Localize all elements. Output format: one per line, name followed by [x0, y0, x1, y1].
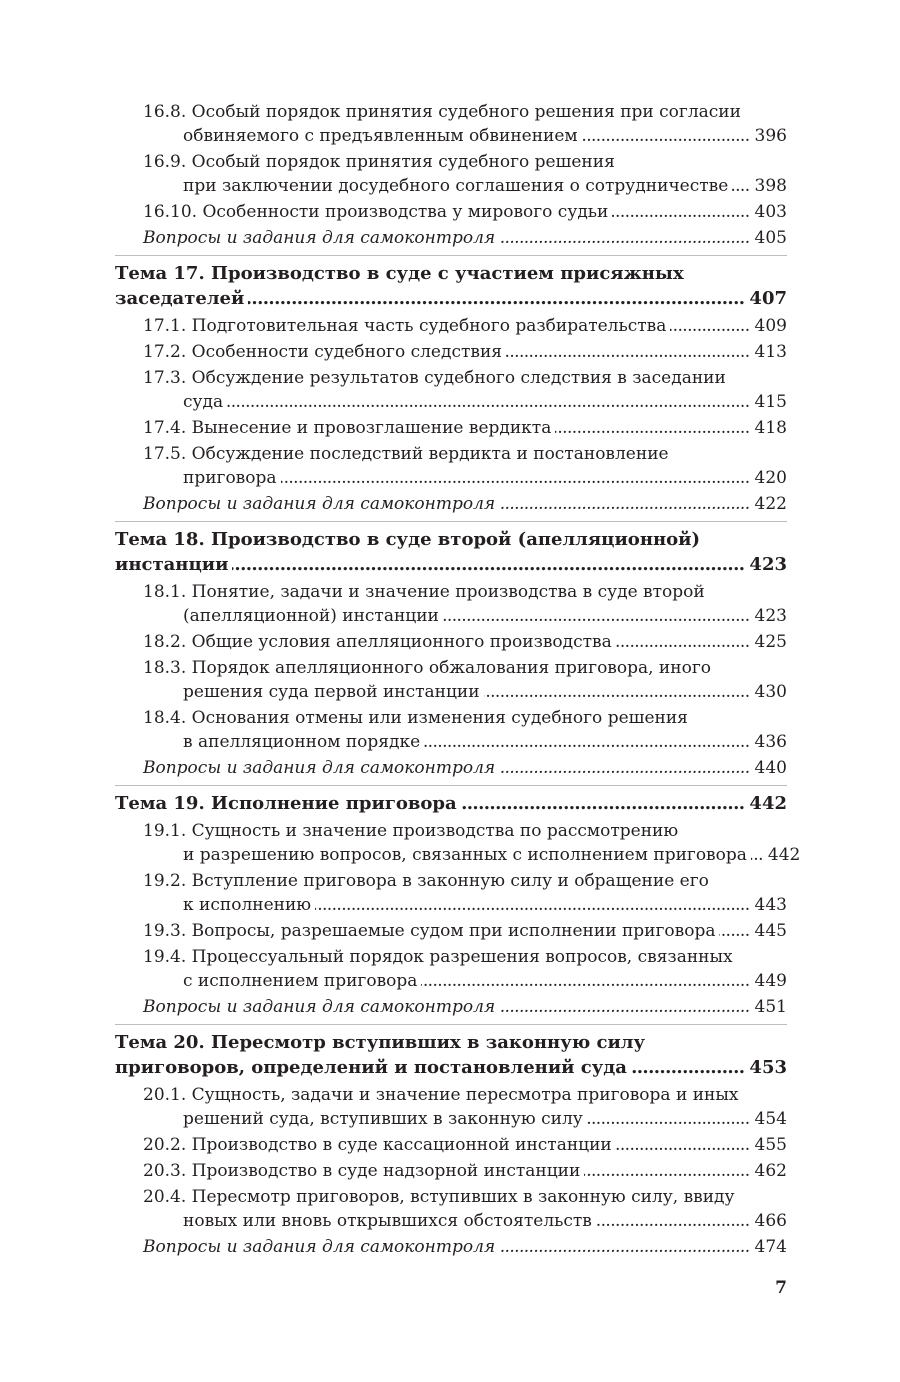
toc-entry	[143, 580, 787, 628]
dot-leader	[719, 919, 749, 943]
page-folio-number: 7	[775, 1278, 787, 1298]
entry-last-line	[143, 756, 787, 780]
entry-page-number: 418	[754, 418, 787, 438]
entry-last-line	[143, 466, 787, 490]
dot-leader	[631, 1055, 744, 1080]
toc-entry	[143, 945, 787, 993]
dot-leader	[751, 843, 763, 867]
entry-title-line: Вопросы и задания для самоконтроля	[143, 1237, 496, 1257]
entry-last-line	[143, 1235, 787, 1259]
heading-page-number: 453	[749, 1057, 787, 1078]
heading-last-line	[115, 286, 787, 311]
heading-title-line: Тема 20. Пересмотр вступивших в законную силу	[115, 1032, 646, 1053]
entry-page-number: 440	[754, 758, 787, 778]
dot-leader	[443, 604, 750, 628]
entry-page-number: 455	[754, 1135, 787, 1155]
dot-leader	[612, 200, 749, 224]
toc-section	[115, 255, 787, 516]
entry-last-line	[143, 919, 787, 943]
entry-title-line: решения суда первой инстанции	[183, 682, 480, 702]
entry-title-line: 19.1. Сущность и значение производства по рассмотрению	[143, 821, 679, 841]
entry-title-line: новых или вновь открывшихся обстоятельств	[183, 1211, 592, 1231]
self-check-entry	[143, 226, 787, 250]
self-check-entry	[143, 492, 787, 516]
dot-leader	[315, 893, 749, 917]
entry-title-line: 20.2. Производство в суде кассационной инстанции	[143, 1135, 612, 1155]
toc-entry	[143, 416, 787, 440]
entry-title-line: Вопросы и задания для самоконтроля	[143, 758, 496, 778]
dot-leader	[582, 124, 750, 148]
dot-leader	[596, 1209, 750, 1233]
entry-last-line	[143, 416, 787, 440]
entry-title-line: (апелляционной) инстанции	[183, 606, 439, 626]
entry-last-line	[143, 730, 787, 754]
entry-title-line: к исполнению	[183, 895, 312, 915]
entry-page-number: 396	[754, 126, 787, 146]
dot-leader	[281, 466, 750, 490]
entry-title-line: 17.5. Обсуждение последствий вердикта и постановление	[143, 444, 669, 464]
entry-last-line	[143, 492, 787, 516]
toc-entry	[143, 366, 787, 414]
entry-last-line	[143, 680, 787, 704]
toc-entry	[143, 919, 787, 943]
dot-leader	[499, 492, 749, 516]
heading-last-line	[115, 1055, 787, 1080]
toc-section	[115, 100, 787, 250]
entry-page-number: 442	[767, 845, 801, 865]
toc-entry	[143, 1159, 787, 1183]
topic-heading	[115, 521, 787, 577]
dot-leader	[232, 552, 744, 577]
toc-entry	[143, 819, 801, 867]
entry-title-line: 18.1. Понятие, задачи и значение производства в суде второй	[143, 582, 705, 602]
dot-leader	[584, 1159, 749, 1183]
entry-title-line: 20.1. Сущность, задачи и значение пересмотра приговора и иных	[143, 1085, 739, 1105]
dot-leader	[616, 630, 750, 654]
entry-title-line: 19.4. Процессуальный порядок разрешения вопросов, связанных	[143, 947, 733, 967]
heading-page-number: 442	[749, 793, 787, 814]
entry-page-number: 462	[754, 1161, 787, 1181]
entry-last-line	[143, 390, 787, 414]
dot-leader	[248, 286, 744, 311]
toc-entry	[143, 100, 787, 148]
entry-title-line: 19.2. Вступление приговора в законную силу и обращение его	[143, 871, 709, 891]
self-check-entry	[143, 756, 787, 780]
entry-title-line: 18.2. Общие условия апелляционного производства	[143, 632, 612, 652]
entry-page-number: 415	[754, 392, 787, 412]
heading-title-line: заседателей	[115, 288, 245, 309]
entry-last-line	[143, 995, 787, 1019]
entry-last-line	[143, 174, 787, 198]
toc-entry	[143, 150, 787, 198]
entry-page-number: 409	[754, 316, 787, 336]
entry-page-number: 430	[754, 682, 787, 702]
toc-entry	[143, 1185, 787, 1233]
entry-title-line: обвиняемого с предъявленным обвинением	[183, 126, 578, 146]
entry-title-line: в апелляционном порядке	[183, 732, 421, 752]
entry-title-line: 18.3. Порядок апелляционного обжалования приговора, иного	[143, 658, 711, 678]
topic-heading	[115, 255, 787, 311]
entry-page-number: 454	[754, 1109, 787, 1129]
entry-page-number: 449	[754, 971, 787, 991]
toc-entry	[143, 869, 787, 917]
dot-leader	[499, 995, 749, 1019]
dot-leader	[499, 1235, 749, 1259]
toc-section	[115, 1024, 787, 1259]
topic-heading	[115, 785, 787, 816]
entry-title-line: 17.2. Особенности судебного следствия	[143, 342, 503, 362]
entry-page-number: 443	[754, 895, 787, 915]
entry-page-number: 422	[754, 494, 787, 514]
heading-last-line	[115, 791, 787, 816]
entry-page-number: 451	[754, 997, 787, 1017]
entry-page-number: 466	[754, 1211, 787, 1231]
toc-entry	[143, 200, 787, 224]
entry-title-line: Вопросы и задания для самоконтроля	[143, 494, 496, 514]
dot-leader	[732, 174, 749, 198]
entry-last-line	[143, 200, 787, 224]
dot-leader	[424, 730, 749, 754]
dot-leader	[461, 791, 745, 816]
entry-page-number: 474	[754, 1237, 787, 1257]
heading-title-line: Тема 19. Исполнение приговора	[115, 793, 457, 814]
entry-title-line: 17.3. Обсуждение результатов судебного следствия в заседании	[143, 368, 726, 388]
table-of-contents	[115, 100, 801, 1259]
dot-leader	[616, 1133, 750, 1157]
dot-leader	[506, 340, 750, 364]
entry-last-line	[143, 893, 787, 917]
entry-last-line	[143, 226, 787, 250]
dot-leader	[484, 680, 750, 704]
entry-page-number: 398	[754, 176, 787, 196]
toc-entry	[143, 442, 787, 490]
entry-title-line: 16.8. Особый порядок принятия судебного решения при согласии	[143, 102, 741, 122]
toc-section	[115, 785, 801, 1019]
entry-page-number: 445	[754, 921, 787, 941]
entry-title-line: суда	[183, 392, 224, 412]
dot-leader	[555, 416, 749, 440]
entry-title-line: Вопросы и задания для самоконтроля	[143, 997, 496, 1017]
entry-title-line: 20.3. Производство в суде надзорной инстанции	[143, 1161, 581, 1181]
self-check-entry	[143, 995, 787, 1019]
toc-entries	[143, 1083, 787, 1259]
heading-page-number: 407	[749, 288, 787, 309]
dot-leader	[670, 314, 749, 338]
entry-last-line	[143, 1107, 787, 1131]
entry-title-line: с исполнением приговора	[183, 971, 418, 991]
entry-last-line	[143, 314, 787, 338]
toc-entry	[143, 1083, 787, 1131]
entry-page-number: 423	[754, 606, 787, 626]
toc-entries	[143, 819, 801, 1019]
heading-last-line	[115, 552, 787, 577]
entry-last-line	[143, 124, 787, 148]
entry-page-number: 425	[754, 632, 787, 652]
toc-entry	[143, 656, 787, 704]
entry-last-line	[143, 1209, 787, 1233]
entry-title-line: при заключении досудебного соглашения о сотрудничестве	[183, 176, 729, 196]
entry-title-line: 20.4. Пересмотр приговоров, вступивших в законную силу, ввиду	[143, 1187, 735, 1207]
entry-title-line: 17.1. Подготовительная часть судебного разбирательства	[143, 316, 667, 336]
heading-title-line: Тема 17. Производство в суде с участием присяжных	[115, 263, 684, 284]
entry-last-line	[143, 1133, 787, 1157]
heading-title-line: Тема 18. Производство в суде второй (апелляционной)	[115, 529, 701, 550]
entry-last-line	[143, 843, 801, 867]
entry-last-line	[143, 630, 787, 654]
dot-leader	[227, 390, 749, 414]
entry-page-number: 413	[754, 342, 787, 362]
toc-entry	[143, 1133, 787, 1157]
topic-heading	[115, 1024, 787, 1080]
toc-entries	[143, 100, 787, 250]
entry-title-line: решений суда, вступивших в законную силу	[183, 1109, 583, 1129]
self-check-entry	[143, 1235, 787, 1259]
toc-section	[115, 521, 787, 780]
toc-entry	[143, 706, 787, 754]
dot-leader	[587, 1107, 750, 1131]
entry-title-line: 19.3. Вопросы, разрешаемые судом при исполнении приговора	[143, 921, 716, 941]
dot-leader	[421, 969, 749, 993]
entry-title-line: Вопросы и задания для самоконтроля	[143, 228, 496, 248]
dot-leader	[499, 756, 749, 780]
dot-leader	[499, 226, 749, 250]
entry-title-line: 16.10. Особенности производства у мирового судьи	[143, 202, 609, 222]
toc-entry	[143, 630, 787, 654]
toc-entry	[143, 340, 787, 364]
entry-title-line: приговора	[183, 468, 277, 488]
entry-title-line: 18.4. Основания отмены или изменения судебного решения	[143, 708, 688, 728]
toc-entries	[143, 580, 787, 780]
entry-page-number: 403	[754, 202, 787, 222]
entry-last-line	[143, 340, 787, 364]
toc-entry	[143, 314, 787, 338]
entry-page-number: 405	[754, 228, 787, 248]
entry-page-number: 436	[754, 732, 787, 752]
heading-title-line: приговоров, определений и постановлений суда	[115, 1057, 627, 1078]
heading-page-number: 423	[749, 554, 787, 575]
entry-last-line	[143, 969, 787, 993]
toc-entries	[143, 314, 787, 516]
entry-page-number: 420	[754, 468, 787, 488]
entry-last-line	[143, 604, 787, 628]
entry-title-line: 16.9. Особый порядок принятия судебного решения	[143, 152, 615, 172]
entry-last-line	[143, 1159, 787, 1183]
entry-title-line: 17.4. Вынесение и провозглашение вердикта	[143, 418, 552, 438]
entry-title-line: и разрешению вопросов, связанных с исполнением приговора	[183, 845, 747, 865]
heading-title-line: инстанции	[115, 554, 229, 575]
